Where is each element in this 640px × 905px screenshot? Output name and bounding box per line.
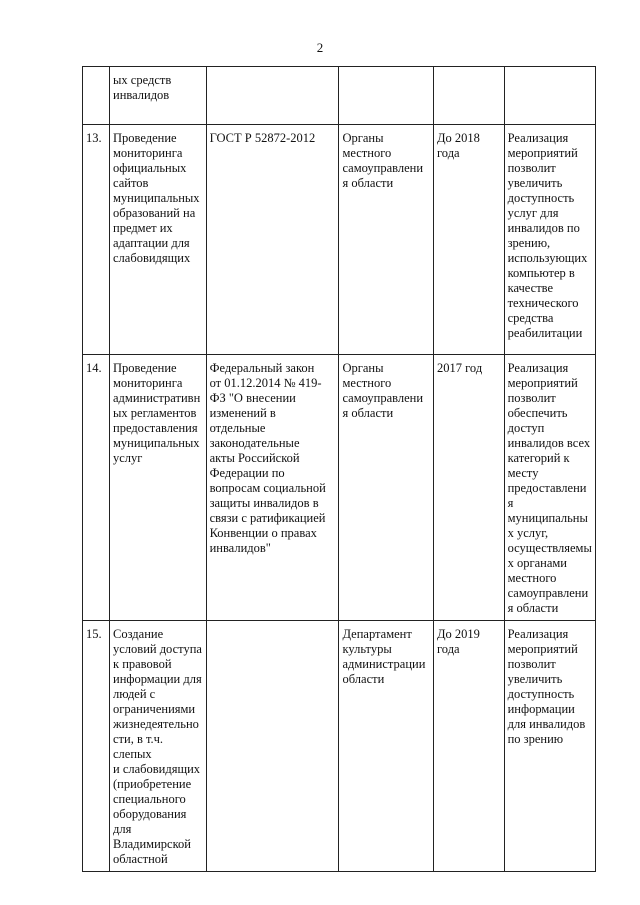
responsible-text: Органы местного самоуправлени я области xyxy=(342,361,424,420)
responsible-text: Органы местного самоуправлени я области xyxy=(342,131,424,190)
table-row xyxy=(83,621,596,872)
document-cell xyxy=(206,355,339,621)
term-text: 2017 год xyxy=(436,361,483,375)
row-number-cell xyxy=(83,621,110,872)
activity-text: Проведение мониторинга административн ых регламентов предоставления муниципальных услуг xyxy=(113,361,201,465)
activity-text: Создание условий доступа к правовой информации для людей с ограничениями жизнедеятельно сти, в т.ч. слепых и слабовидящих (приобретение специального оборудования для Владимирской областной xyxy=(113,627,202,866)
responsible-cell xyxy=(339,67,434,125)
result-cell xyxy=(504,621,595,872)
term-cell xyxy=(433,67,504,125)
activity-cell xyxy=(110,125,207,355)
responsible-cell xyxy=(339,355,434,621)
result-text: Реализация мероприятий позволит увеличить доступность информации для инвалидов по зрению xyxy=(507,627,586,746)
table-row xyxy=(83,125,596,355)
result-cell xyxy=(504,355,595,621)
responsible-cell xyxy=(339,125,434,355)
row-number: 13. xyxy=(86,131,102,145)
result-cell xyxy=(504,125,595,355)
measures-table xyxy=(82,66,596,872)
table-row xyxy=(83,67,596,125)
result-text: Реализация мероприятий позволит обеспечить доступ инвалидов всех категорий к месту предоставления муниципальны х услуг, осуществляемы х органами местного самоуправлени я области xyxy=(507,361,592,615)
term-text: До 2018 года xyxy=(436,131,480,160)
activity-text: ых средств инвалидов xyxy=(113,73,172,102)
row-number-cell xyxy=(83,355,110,621)
responsible-cell xyxy=(339,621,434,872)
row-number: 14. xyxy=(86,361,102,375)
activity-cell xyxy=(110,67,207,125)
result-cell xyxy=(504,67,595,125)
document-cell xyxy=(206,621,339,872)
page-number: 2 xyxy=(316,40,324,55)
term-cell xyxy=(433,125,504,355)
activity-text: Проведение мониторинга официальных сайтов муниципальных образований на предмет их адаптации для слабовидящих xyxy=(113,131,200,265)
document-cell xyxy=(206,67,339,125)
document-text: ГОСТ Р 52872-2012 xyxy=(209,131,316,145)
term-text: До 2019 года xyxy=(436,627,480,656)
document-text: Федеральный закон от 01.12.2014 № 419- ФЗ "О внесении изменений в отдельные законодательные акты Российской Федерации по вопросам социальной защиты инвалидов в связи с ратификацией Конвенции о правах инвалидов" xyxy=(209,361,326,555)
row-number-cell xyxy=(83,125,110,355)
activity-cell xyxy=(110,621,207,872)
document-cell xyxy=(206,125,339,355)
term-cell xyxy=(433,621,504,872)
table-row xyxy=(83,355,596,621)
term-cell xyxy=(433,355,504,621)
responsible-text: Департамент культуры администрации области xyxy=(342,627,426,686)
result-text: Реализация мероприятий позволит увеличить доступность услуг для инвалидов по зрению, использующих компьютер в качестве технического средства реабилитации xyxy=(507,131,588,340)
row-number-cell xyxy=(83,67,110,125)
row-number: 15. xyxy=(86,627,102,641)
activity-cell xyxy=(110,355,207,621)
